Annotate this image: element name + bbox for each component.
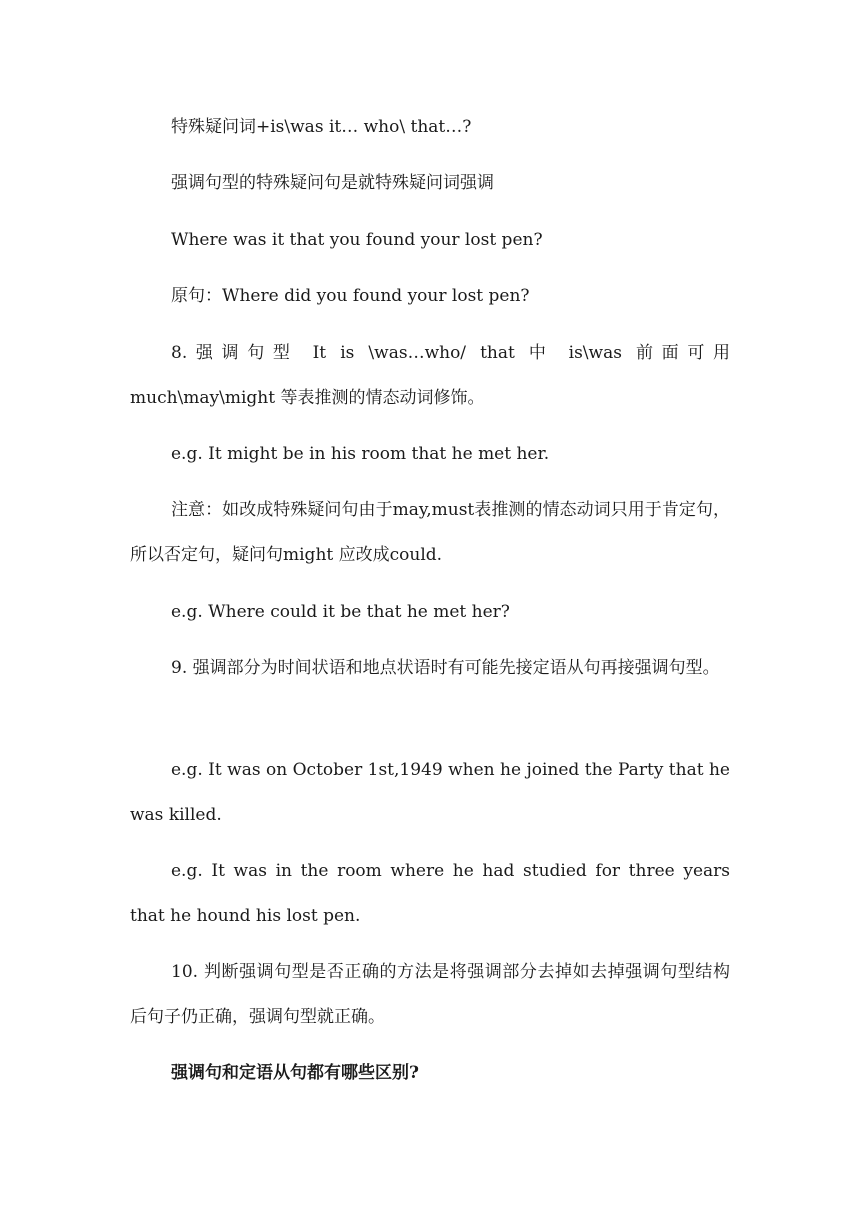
paragraph-question-pattern: 特殊疑问词+is\was it… who\ that…? [171, 117, 472, 137]
section-heading: 强调句和定语从句都有哪些区别? [171, 1063, 419, 1083]
paragraph-rule-10: 10. 判断强调句型是否正确的方法是将强调部分去掉如去掉强调句型结构后句子仍正确，强调句型就正确。 [130, 962, 730, 1027]
paragraph-example-might: e.g. It might be in his room that he met her. [171, 444, 550, 464]
paragraph-example-could: e.g. Where could it be that he met her? [171, 602, 510, 622]
paragraph-example-room: e.g. It was in the room where he had studied for three years that he hound his lost pen. [130, 861, 730, 926]
paragraph-rule-9: 9. 强调部分为时间状语和地点状语时有可能先接定语从句再接强调句型。 [171, 658, 720, 678]
paragraph-rule-8: 8.强调句型 It is \was…who/ that 中 is\was 前面可用 much\may\might 等表推测的情态动词修饰。 [130, 343, 730, 408]
paragraph-question-example: Where was it that you found your lost pen? [171, 230, 543, 250]
paragraph-original-sentence: 原句：Where did you found your lost pen? [171, 286, 530, 306]
paragraph-question-note: 强调句型的特殊疑问句是就特殊疑问词强调 [171, 173, 494, 193]
paragraph-note-could: 注意：如改成特殊疑问句由于may,must表推测的情态动词只用于肯定句，所以否定句，疑问句might 应改成could. [130, 500, 730, 565]
paragraph-example-party: e.g. It was on October 1st,1949 when he joined the Party that he was killed. [130, 760, 730, 825]
